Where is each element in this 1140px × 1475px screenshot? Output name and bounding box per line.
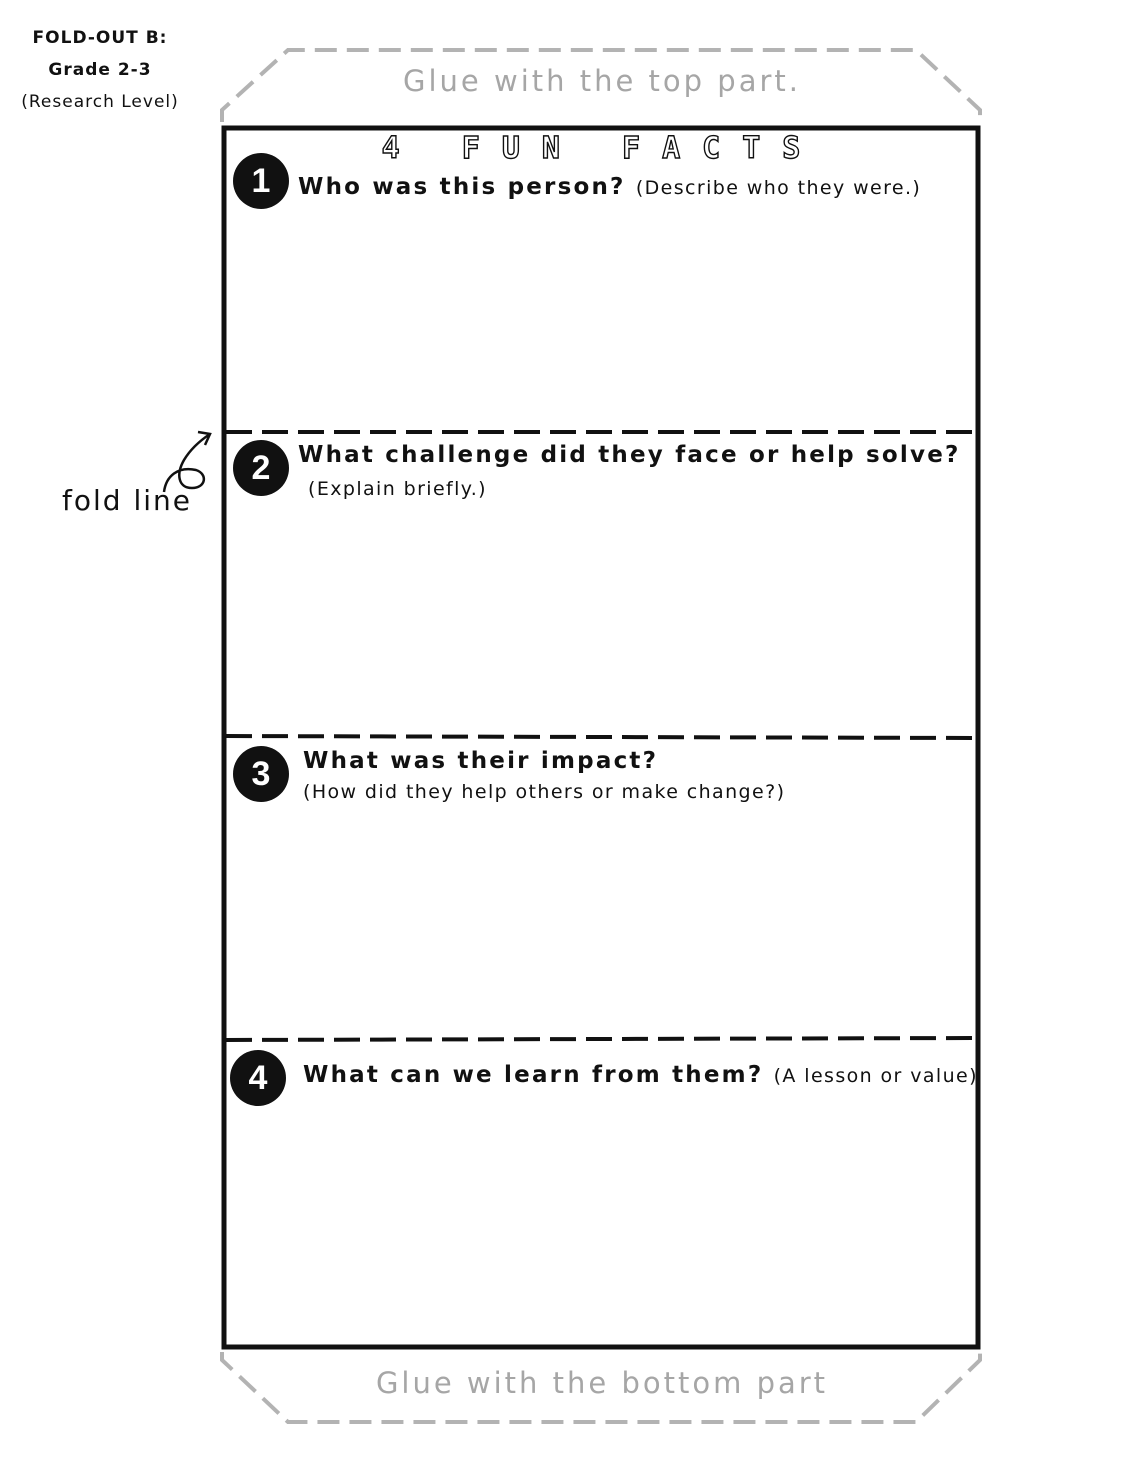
fold-line-2 [226,736,976,738]
foldout-title: FOLD-OUT B: [32,28,168,48]
section-3-hint: (How did they help others or make change?) [303,781,786,803]
fold-line-3 [226,1038,976,1040]
section-1-question-text: Who was this person? [298,174,626,200]
section-4-question-text: What can we learn from them? [303,1062,764,1088]
section-2-number-badge: 2 [233,440,289,496]
glue-top-text: Glue with the top part. [403,64,801,98]
section-1-question [298,174,921,200]
glue-bottom-text: Glue with the bottom part [375,1366,829,1400]
section-4-hint: (A lesson or value) [773,1065,978,1087]
fold-line-label: fold line [62,484,192,517]
section-3-number-badge: 3 [233,746,289,802]
research-level: (Research Level) [21,92,179,112]
page-title: 4 FUN FACTS [381,131,823,166]
section-4-number-badge: 4 [230,1050,286,1106]
grade-level: Grade 2-3 [48,60,152,80]
section-2-hint: (Explain briefly.) [308,478,487,500]
section-3-question: What was their impact? [303,748,659,774]
foldout-label [0,22,200,118]
section-4-question [303,1062,978,1088]
section-1-number-badge: 1 [233,153,289,209]
section-2-question: What challenge did they face or help solve? [298,442,961,468]
section-1-hint: (Describe who they were.) [635,177,922,199]
